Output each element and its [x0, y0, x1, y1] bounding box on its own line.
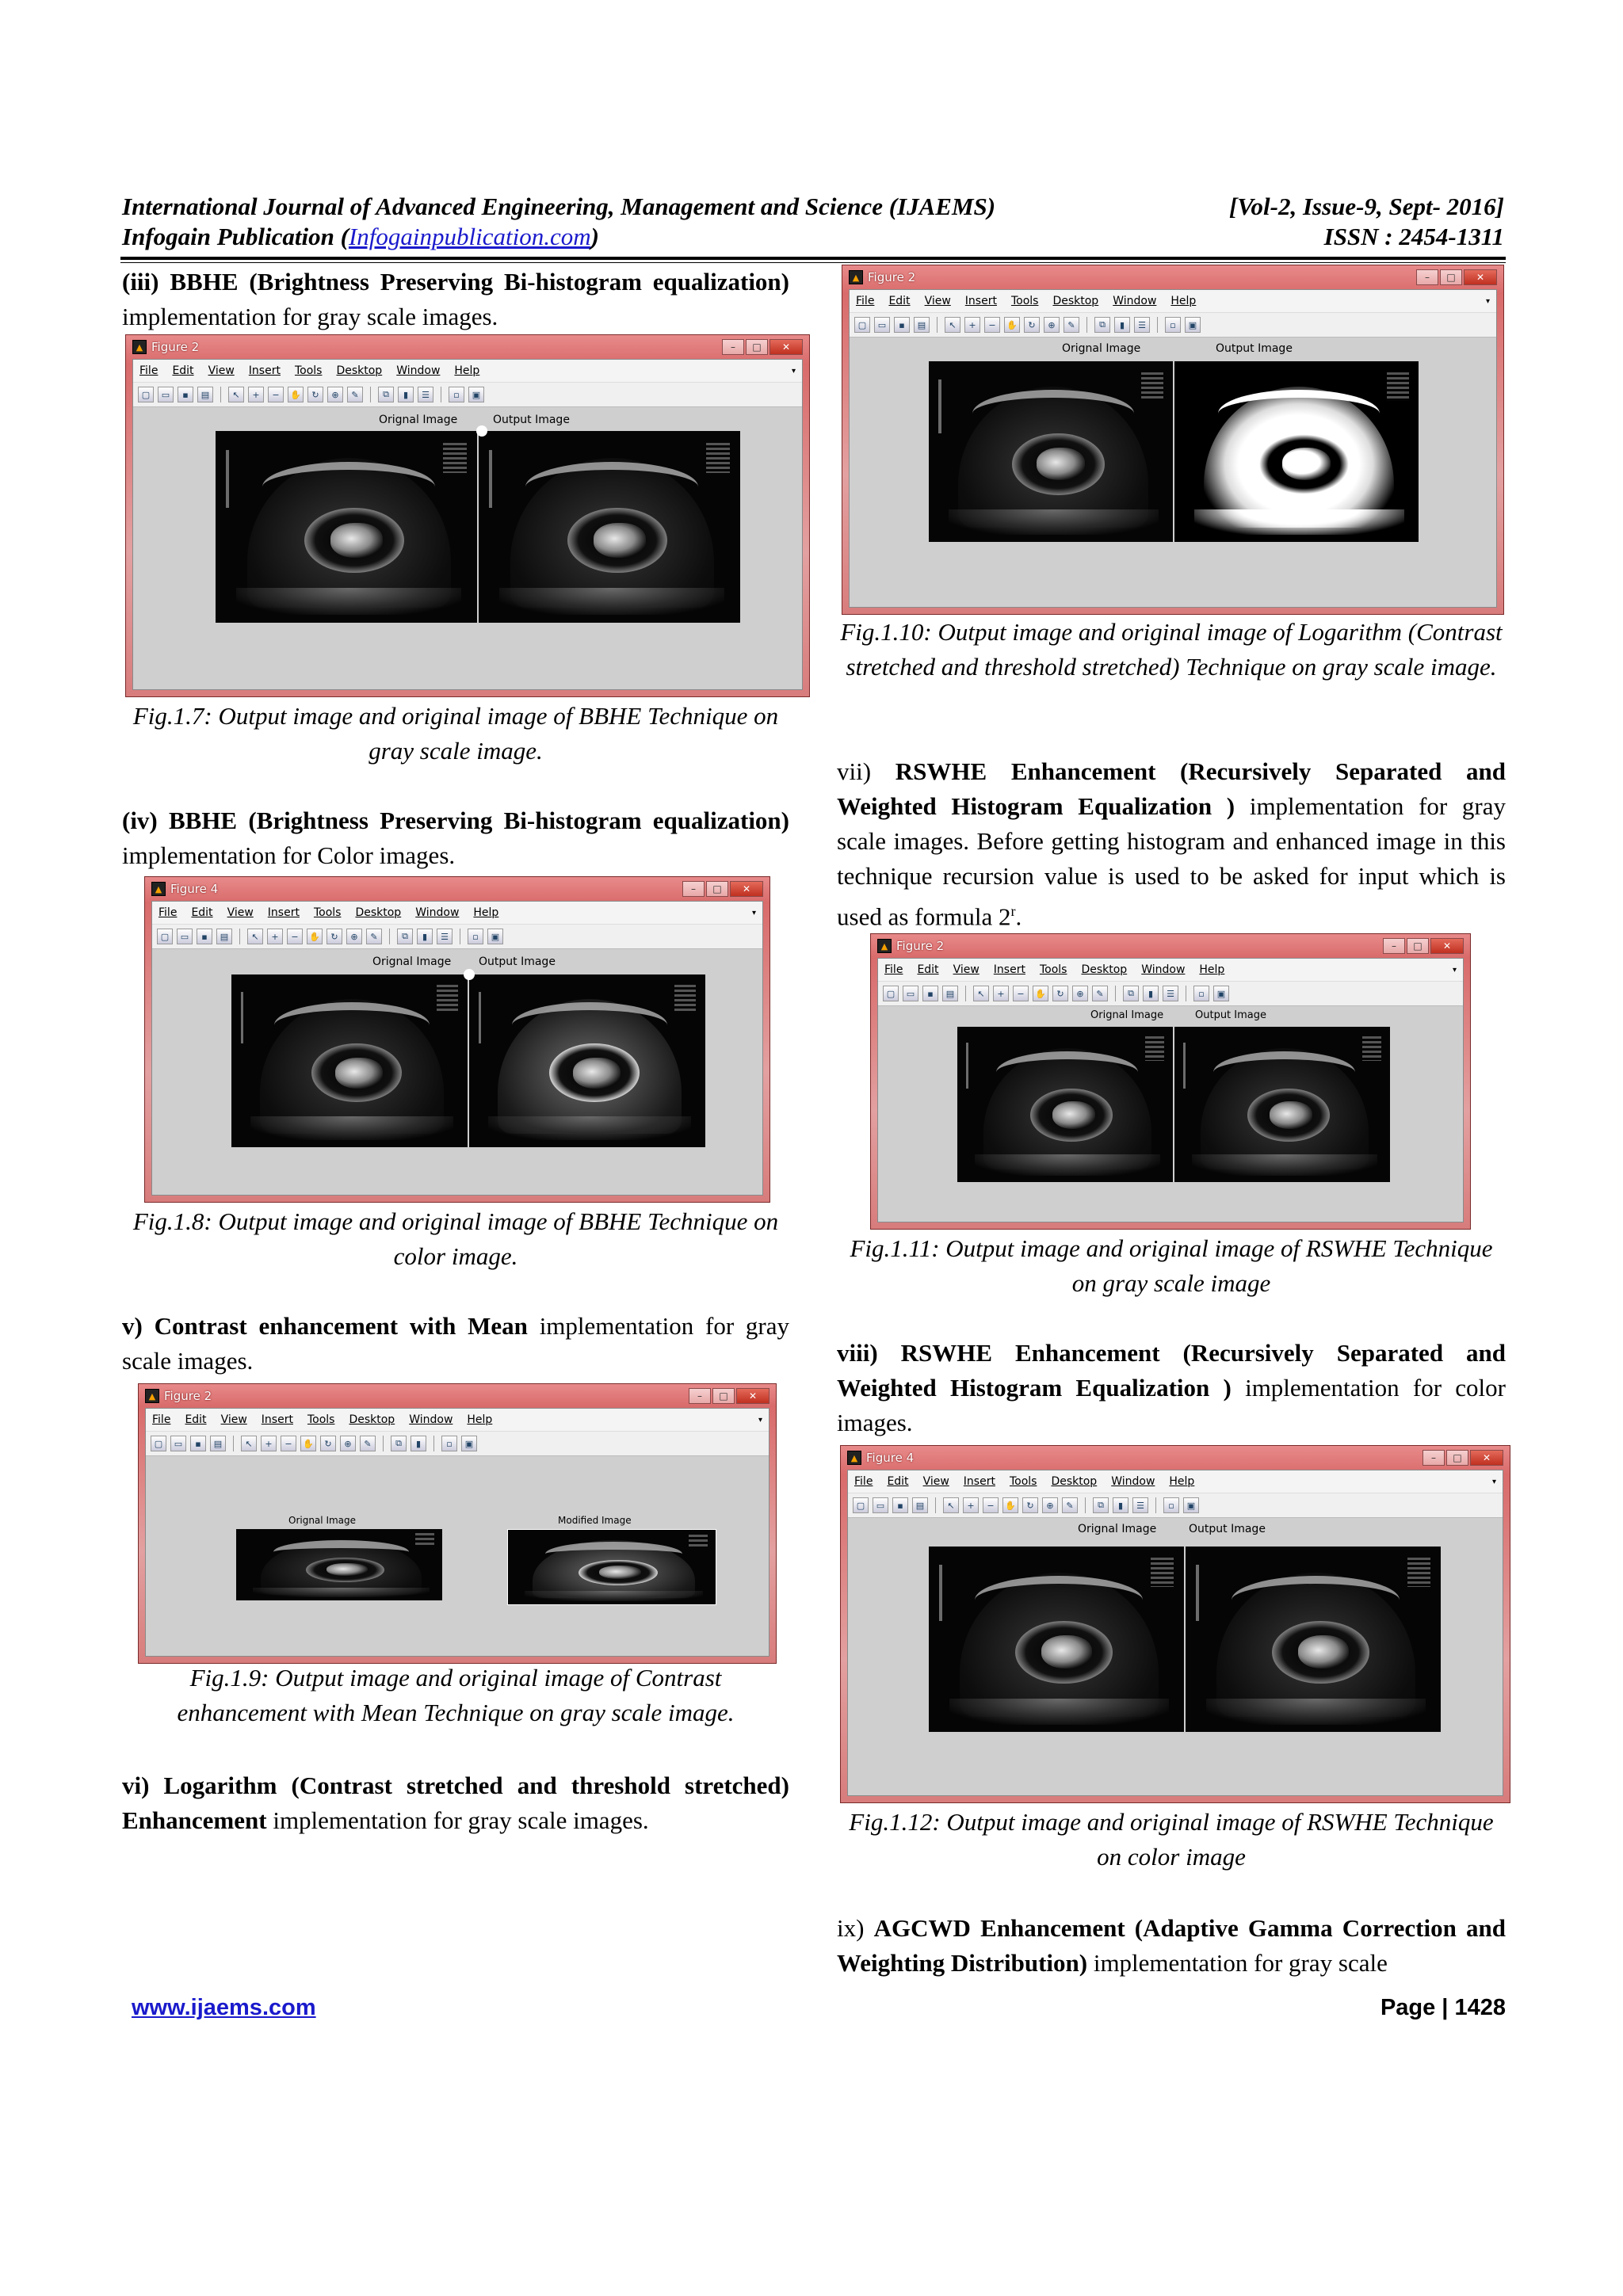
menubar [878, 959, 1463, 982]
fig-1-10-caption: Fig.1.10: Output image and original image of Logarithm (Contrast stretched and threshold stretched) Technique on gray scale image. [840, 618, 1503, 681]
figure-canvas [878, 1006, 1463, 1222]
data-cursor-icon[interactable]: ⊕ [1044, 317, 1060, 333]
link-icon[interactable]: ⧉ [1094, 317, 1110, 333]
menu-insert[interactable]: Insert [964, 295, 997, 307]
section-ix-paragraph: ix) AGCWD Enhancement (Adaptive Gamma Correction and Weighting Distribution) implementation for gray scale [837, 1914, 1507, 1977]
zoom-out-icon[interactable]: − [984, 317, 1000, 333]
maximize-icon[interactable]: □ [712, 1388, 735, 1404]
menubar [848, 1470, 1503, 1493]
output-image-label: Output Image [479, 955, 556, 968]
menu-edit[interactable]: Edit [185, 1413, 207, 1426]
figure-canvas [850, 338, 1496, 607]
dock-icon[interactable]: ▾ [1452, 965, 1457, 974]
new-icon[interactable]: ▢ [883, 986, 899, 1001]
colorbar-icon[interactable]: ▮ [1113, 1497, 1128, 1513]
legend-icon[interactable]: ☰ [1134, 317, 1150, 333]
pan-icon[interactable]: ✋ [1002, 1497, 1018, 1513]
original-image-label: Orignal Image [379, 414, 458, 426]
section-vi-heading: vi) Logarithm (Contrast stretched and threshold stretched) Enhancement implementation for gray scale images. [122, 1772, 789, 1834]
publisher-link[interactable]: Infogainpublication.com [348, 223, 591, 250]
menu-file[interactable]: File [152, 1413, 171, 1426]
pan-icon[interactable]: ✋ [1004, 317, 1020, 333]
figure-canvas [146, 1456, 769, 1656]
figure-window-1-10[interactable] [842, 265, 1504, 615]
hide-tools-icon[interactable]: ▫ [468, 929, 483, 944]
figure-canvas [152, 949, 762, 1195]
rotate-icon[interactable]: ↻ [327, 929, 342, 944]
pointer-icon[interactable]: ↖ [945, 317, 960, 333]
menu-insert[interactable]: Insert [963, 1475, 995, 1488]
save-icon[interactable]: ▪ [922, 986, 938, 1001]
legend-icon[interactable]: ☰ [418, 387, 433, 402]
menu-edit[interactable]: Edit [887, 1475, 909, 1488]
maximize-icon[interactable]: □ [746, 339, 768, 355]
fig-1-7-caption: Fig.1.7: Output image and original image of BBHE Technique on gray scale image. [132, 702, 779, 765]
hide-tools-icon[interactable]: ▫ [1163, 1497, 1179, 1513]
menu-window[interactable]: Window [396, 364, 441, 377]
original-ultrasound-image [236, 1529, 442, 1600]
modified-ultrasound-image [507, 1529, 716, 1605]
figure-window-1-7[interactable] [125, 334, 810, 697]
show-tools-icon[interactable]: ▣ [1183, 1497, 1199, 1513]
toolbar [152, 925, 762, 949]
cursor-marker [464, 969, 475, 980]
original-ultrasound-image [231, 974, 468, 1147]
matlab-icon: ▲ [132, 340, 147, 354]
original-ultrasound-image [929, 361, 1173, 542]
issn: ISSN : 2454-1311 [1323, 223, 1504, 250]
menu-view[interactable]: View [208, 364, 235, 377]
original-ultrasound-image [957, 1027, 1173, 1182]
menu-view[interactable]: View [922, 1475, 949, 1488]
menu-help[interactable]: Help [1170, 295, 1197, 307]
menu-file[interactable]: File [139, 364, 158, 377]
original-image-label: Orignal Image [1090, 1009, 1164, 1021]
modified-image-label: Modified Image [558, 1515, 632, 1526]
menu-help[interactable]: Help [454, 364, 480, 377]
menu-desktop[interactable]: Desktop [1051, 1475, 1098, 1488]
zoom-out-icon[interactable]: − [1013, 986, 1029, 1001]
brush-icon[interactable]: ✎ [366, 929, 382, 944]
zoom-out-icon[interactable]: − [281, 1436, 296, 1451]
pan-icon[interactable]: ✋ [300, 1436, 316, 1451]
hide-tools-icon[interactable]: ▫ [1165, 317, 1181, 333]
journal-title: International Journal of Advanced Engineering, Management and Science (IJAEMS) [122, 193, 996, 220]
rotate-icon[interactable]: ↻ [307, 387, 323, 402]
menu-desktop[interactable]: Desktop [355, 906, 402, 919]
brush-icon[interactable]: ✎ [1062, 1497, 1078, 1513]
print-icon[interactable]: ▤ [942, 986, 958, 1001]
toolbar [848, 1493, 1503, 1518]
print-icon[interactable]: ▤ [210, 1436, 226, 1451]
new-icon[interactable]: ▢ [151, 1436, 166, 1451]
original-image-label: Orignal Image [1062, 342, 1141, 355]
menubar [152, 902, 762, 925]
menubar [146, 1409, 769, 1432]
output-image-label: Output Image [1189, 1523, 1266, 1535]
menu-help[interactable]: Help [1199, 963, 1225, 976]
section-vii-paragraph: vii) RSWHE Enhancement (Recursively Separated and Weighted Histogram Equalization ) implementation for gray scale images. Before getting histogram and enhanced image in this technique recursion value is used to be asked for input which is used as formula 2$^r$. [837, 757, 1506, 931]
show-tools-icon[interactable]: ▣ [468, 387, 484, 402]
figure-canvas [848, 1518, 1503, 1795]
pointer-icon[interactable]: ↖ [247, 929, 263, 944]
zoom-in-icon[interactable]: + [267, 929, 283, 944]
output-image-label: Output Image [1216, 342, 1293, 355]
zoom-out-icon[interactable]: − [268, 387, 284, 402]
save-icon[interactable]: ▪ [190, 1436, 206, 1451]
original-ultrasound-image [929, 1547, 1184, 1732]
minimize-icon[interactable]: – [1423, 1450, 1445, 1466]
minimize-icon[interactable]: – [722, 339, 744, 355]
colorbar-icon[interactable]: ▮ [398, 387, 414, 402]
menu-tools[interactable]: Tools [294, 364, 323, 377]
menu-help[interactable]: Help [467, 1413, 493, 1426]
window-title: Figure 4 [170, 882, 219, 896]
matlab-icon: ▲ [849, 270, 863, 284]
save-icon[interactable]: ▪ [894, 317, 910, 333]
new-icon[interactable]: ▢ [853, 1497, 869, 1513]
dock-icon[interactable]: ▾ [791, 366, 796, 376]
section-viii-heading: viii) RSWHE Enhancement (Recursively Separated and Weighted Histogram Equalization ) implementation for color images. [837, 1339, 1506, 1436]
close-icon[interactable]: ✕ [730, 881, 763, 897]
new-icon[interactable]: ▢ [138, 387, 154, 402]
show-tools-icon[interactable]: ▣ [461, 1436, 477, 1451]
zoom-out-icon[interactable]: − [287, 929, 303, 944]
original-image-label: Orignal Image [1078, 1523, 1157, 1535]
save-icon[interactable]: ▪ [197, 929, 212, 944]
page-footer [132, 1995, 1506, 2021]
figure-window-1-12[interactable] [840, 1445, 1510, 1803]
menu-view[interactable]: View [227, 906, 254, 919]
window-title: Figure 2 [868, 270, 916, 284]
menu-edit[interactable]: Edit [917, 963, 939, 976]
maximize-icon[interactable]: □ [1440, 269, 1462, 285]
legend-icon[interactable]: ☰ [1163, 986, 1178, 1001]
menu-tools[interactable]: Tools [1009, 1475, 1037, 1488]
window-title: Figure 2 [151, 340, 200, 354]
output-ultrasound-image [1174, 1027, 1390, 1182]
zoom-in-icon[interactable]: + [248, 387, 264, 402]
page-number: Page | 1428 [1380, 1995, 1506, 2020]
menu-insert[interactable]: Insert [993, 963, 1025, 976]
output-image-label: Output Image [493, 414, 570, 426]
colorbar-icon[interactable]: ▮ [1114, 317, 1130, 333]
original-image-label: Orignal Image [288, 1515, 357, 1526]
menu-insert[interactable]: Insert [261, 1413, 293, 1426]
open-icon[interactable]: ▭ [874, 317, 890, 333]
menu-view[interactable]: View [924, 295, 951, 307]
menu-desktop[interactable]: Desktop [336, 364, 383, 377]
hide-tools-icon[interactable]: ▫ [1193, 986, 1209, 1001]
show-tools-icon[interactable]: ▣ [1213, 986, 1229, 1001]
maximize-icon[interactable]: □ [1407, 938, 1429, 954]
menu-view[interactable]: View [220, 1413, 247, 1426]
publisher: Infogain Publication (Infogainpublication.com) [122, 223, 599, 250]
save-icon[interactable]: ▪ [892, 1497, 908, 1513]
dock-icon[interactable]: ▾ [1485, 296, 1490, 306]
show-tools-icon[interactable]: ▣ [487, 929, 503, 944]
print-icon[interactable]: ▤ [912, 1497, 928, 1513]
output-ultrasound-image [469, 974, 705, 1147]
section-v-heading: v) Contrast enhancement with Mean implementation for gray scale images. [122, 1312, 790, 1375]
website-link[interactable]: www.ijaems.com [132, 1995, 316, 2020]
fig-1-11-caption: Fig.1.11: Output image and original image of RSWHE Technique on gray scale image [850, 1234, 1493, 1297]
window-titlebar[interactable] [877, 934, 1464, 958]
toolbar [850, 313, 1496, 338]
open-icon[interactable]: ▭ [873, 1497, 888, 1513]
menu-edit[interactable]: Edit [172, 364, 194, 377]
matlab-icon: ▲ [145, 1389, 159, 1403]
section-iv-heading: (iv) BBHE (Brightness Preserving Bi-histogram equalization) implementation for Color images. [122, 807, 789, 869]
window-titlebar[interactable] [849, 265, 1497, 289]
menu-window[interactable]: Window [1141, 963, 1186, 976]
brush-icon[interactable]: ✎ [360, 1436, 376, 1451]
window-title: Figure 2 [164, 1389, 212, 1403]
dock-icon[interactable]: ▾ [1491, 1477, 1496, 1486]
menu-tools[interactable]: Tools [1010, 295, 1039, 307]
legend-icon[interactable]: ☰ [1132, 1497, 1148, 1513]
original-ultrasound-image [216, 431, 477, 623]
show-tools-icon[interactable]: ▣ [1185, 317, 1201, 333]
print-icon[interactable]: ▤ [914, 317, 930, 333]
new-icon[interactable]: ▢ [854, 317, 870, 333]
menu-tools[interactable]: Tools [307, 1413, 335, 1426]
menu-file[interactable]: File [854, 1475, 873, 1488]
link-icon[interactable]: ⧉ [397, 929, 413, 944]
matlab-icon: ▲ [847, 1451, 861, 1465]
toolbar [133, 383, 802, 407]
menu-file[interactable]: File [884, 963, 903, 976]
link-icon[interactable]: ⧉ [1093, 1497, 1109, 1513]
link-icon[interactable]: ⧉ [378, 387, 394, 402]
colorbar-icon[interactable]: ▮ [1143, 986, 1159, 1001]
brush-icon[interactable]: ✎ [1064, 317, 1079, 333]
menu-insert[interactable]: Insert [248, 364, 281, 377]
menubar [133, 360, 802, 383]
menu-desktop[interactable]: Desktop [1052, 295, 1099, 307]
pointer-icon[interactable]: ↖ [228, 387, 244, 402]
menu-help[interactable]: Help [1169, 1475, 1195, 1488]
brush-icon[interactable]: ✎ [347, 387, 363, 402]
new-icon[interactable]: ▢ [157, 929, 173, 944]
figure-canvas [133, 407, 802, 689]
brush-icon[interactable]: ✎ [1092, 986, 1108, 1001]
zoom-in-icon[interactable]: + [963, 1497, 979, 1513]
minimize-icon[interactable]: – [682, 881, 705, 897]
data-cursor-icon[interactable]: ⊕ [346, 929, 362, 944]
close-icon[interactable]: ✕ [1470, 1450, 1503, 1466]
output-threshold-image [1174, 361, 1419, 542]
pan-icon[interactable]: ✋ [288, 387, 304, 402]
menu-edit[interactable]: Edit [888, 295, 911, 307]
window-titlebar[interactable] [847, 1446, 1503, 1470]
zoom-out-icon[interactable]: − [983, 1497, 999, 1513]
cursor-marker [476, 425, 487, 437]
minimize-icon[interactable]: – [1416, 269, 1438, 285]
menu-window[interactable]: Window [1111, 1475, 1155, 1488]
legend-icon[interactable]: ☰ [437, 929, 453, 944]
pan-icon[interactable]: ✋ [307, 929, 323, 944]
link-icon[interactable]: ⧉ [1123, 986, 1139, 1001]
window-title: Figure 4 [866, 1451, 915, 1465]
menu-help[interactable]: Help [473, 906, 499, 919]
zoom-in-icon[interactable]: + [261, 1436, 277, 1451]
section-iii-heading: (iii) BBHE (Brightness Preserving Bi-histogram equalization) implementation for gray scale images. [122, 268, 789, 330]
output-ultrasound-image [479, 431, 740, 623]
window-titlebar[interactable] [132, 335, 803, 359]
link-icon[interactable]: ⧉ [391, 1436, 407, 1451]
matlab-icon: ▲ [151, 882, 166, 896]
menu-file[interactable]: File [856, 295, 875, 307]
journal-header [122, 192, 1504, 252]
zoom-in-icon[interactable]: + [964, 317, 980, 333]
open-icon[interactable]: ▭ [177, 929, 193, 944]
toolbar [878, 982, 1463, 1006]
menu-window[interactable]: Window [409, 1413, 453, 1426]
original-image-label: Orignal Image [372, 955, 452, 968]
window-titlebar[interactable] [151, 877, 763, 901]
open-icon[interactable]: ▭ [170, 1436, 186, 1451]
close-icon[interactable]: ✕ [769, 339, 803, 355]
pan-icon[interactable]: ✋ [1033, 986, 1048, 1001]
window-titlebar[interactable] [145, 1384, 769, 1408]
rotate-icon[interactable]: ↻ [320, 1436, 336, 1451]
rotate-icon[interactable]: ↻ [1024, 317, 1040, 333]
save-icon[interactable]: ▪ [178, 387, 193, 402]
open-icon[interactable]: ▭ [903, 986, 918, 1001]
maximize-icon[interactable]: □ [1446, 1450, 1468, 1466]
menu-view[interactable]: View [953, 963, 980, 976]
header-rule [120, 257, 1506, 260]
volume-info: [Vol-2, Issue-9, Sept- 2016] [1228, 193, 1504, 220]
figure-window-1-11[interactable] [870, 933, 1471, 1230]
fig-1-12-caption: Fig.1.12: Output image and original image of RSWHE Technique on color image [849, 1808, 1494, 1871]
print-icon[interactable]: ▤ [197, 387, 213, 402]
data-cursor-icon[interactable]: ⊕ [1042, 1497, 1058, 1513]
minimize-icon[interactable]: – [689, 1388, 711, 1404]
close-icon[interactable]: ✕ [736, 1388, 769, 1404]
dock-icon[interactable]: ▾ [758, 1415, 762, 1425]
menu-insert[interactable]: Insert [267, 906, 300, 919]
data-cursor-icon[interactable]: ⊕ [1072, 986, 1088, 1001]
data-cursor-icon[interactable]: ⊕ [327, 387, 343, 402]
close-icon[interactable]: ✕ [1464, 269, 1497, 285]
menu-window[interactable]: Window [415, 906, 460, 919]
menu-tools[interactable]: Tools [1039, 963, 1067, 976]
matlab-icon: ▲ [877, 939, 892, 953]
print-icon[interactable]: ▤ [216, 929, 232, 944]
menubar [850, 290, 1496, 313]
rotate-icon[interactable]: ↻ [1022, 1497, 1038, 1513]
toolbar [146, 1432, 769, 1456]
zoom-in-icon[interactable]: + [993, 986, 1009, 1001]
output-image-label: Output Image [1195, 1009, 1267, 1021]
open-icon[interactable]: ▭ [158, 387, 174, 402]
menu-desktop[interactable]: Desktop [1081, 963, 1128, 976]
colorbar-icon[interactable]: ▮ [417, 929, 433, 944]
rotate-icon[interactable]: ↻ [1052, 986, 1068, 1001]
minimize-icon[interactable]: – [1383, 938, 1405, 954]
header-rule-thin [120, 262, 1506, 263]
hide-tools-icon[interactable]: ▫ [449, 387, 464, 402]
window-title: Figure 2 [896, 939, 945, 953]
fig-1-8-caption: Fig.1.8: Output image and original image of BBHE Technique on color image. [132, 1207, 779, 1270]
figure-window-1-8[interactable] [144, 876, 770, 1203]
pointer-icon[interactable]: ↖ [241, 1436, 257, 1451]
hide-tools-icon[interactable]: ▫ [441, 1436, 457, 1451]
menu-window[interactable]: Window [1113, 295, 1157, 307]
pointer-icon[interactable]: ↖ [943, 1497, 959, 1513]
close-icon[interactable]: ✕ [1430, 938, 1464, 954]
figure-window-1-9[interactable] [138, 1383, 777, 1664]
dock-icon[interactable]: ▾ [751, 908, 756, 917]
maximize-icon[interactable]: □ [706, 881, 728, 897]
menu-tools[interactable]: Tools [313, 906, 342, 919]
menu-desktop[interactable]: Desktop [349, 1413, 395, 1426]
menu-edit[interactable]: Edit [191, 906, 213, 919]
output-ultrasound-image [1186, 1547, 1441, 1732]
fig-1-9-caption: Fig.1.9: Output image and original image of Contrast enhancement with Mean Technique on gray scale image. [177, 1664, 735, 1726]
menu-file[interactable]: File [158, 906, 178, 919]
data-cursor-icon[interactable]: ⊕ [340, 1436, 356, 1451]
pointer-icon[interactable]: ↖ [973, 986, 989, 1001]
colorbar-icon[interactable]: ▮ [411, 1436, 426, 1451]
